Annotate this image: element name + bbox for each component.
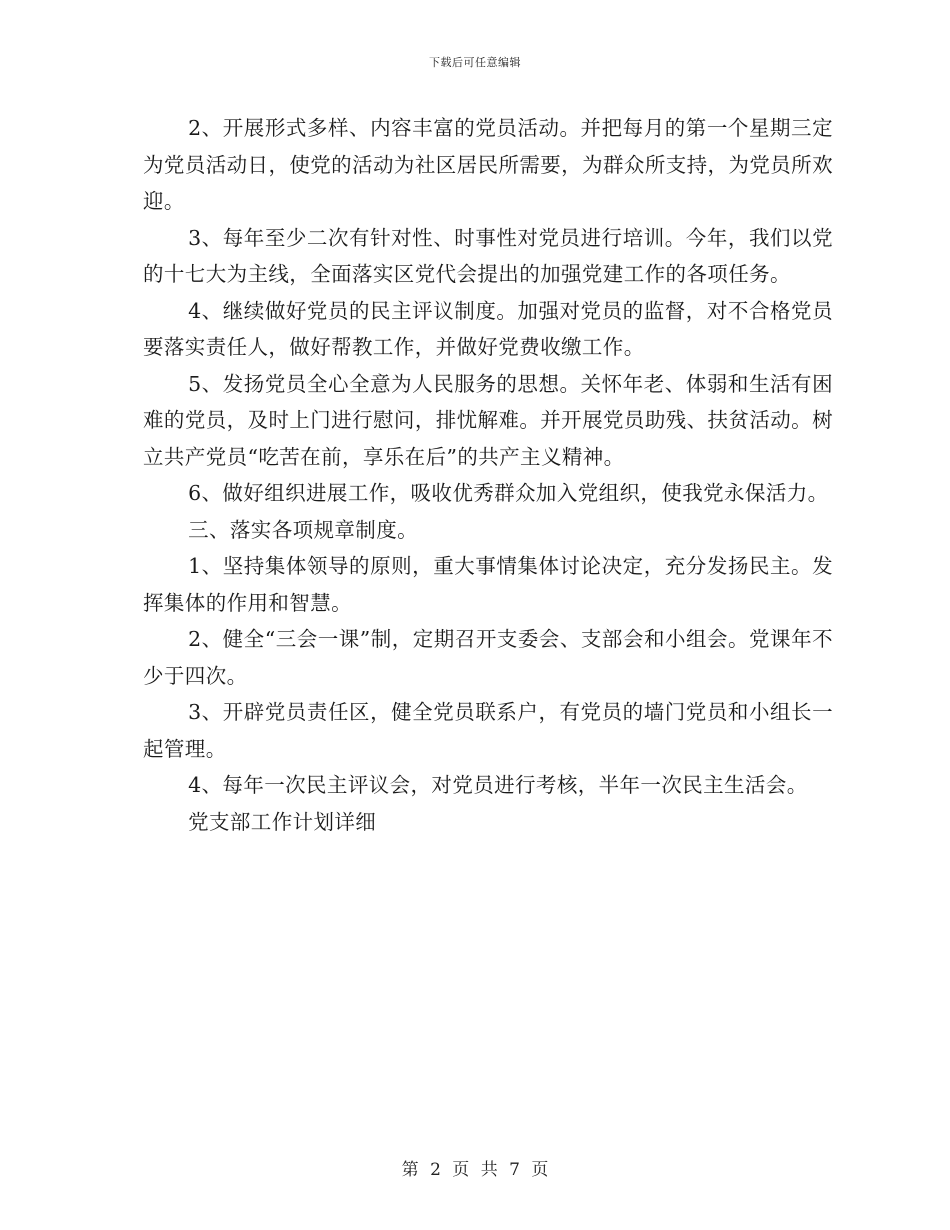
paragraph-item-3-training: 3、每年至少二次有针对性、时事性对党员进行培训。今年，我们以党的十七大为主线，全面落实区党代会提出的加强党建工作的各项任务。 [143, 225, 833, 286]
page-number-indicator: 第 2 页 共 7 页 [401, 1160, 549, 1180]
paragraph-item-4-evaluation: 4、继续做好党员的民主评议制度。加强对党员的监督，对不合格党员要落实责任人，做好帮教工作，并做好党费收缴工作。 [143, 298, 833, 359]
paragraph-rule-3-responsibility: 3、开辟党员责任区，健全党员联系户，有党员的墙门党员和小组长一起管理。 [143, 700, 833, 761]
paragraph-item-2-activities: 2、开展形式多样、内容丰富的党员活动。并把每月的第一个星期三定为党员活动日，使党的活动为社区居民所需要，为群众所支持，为党员所欢迎。 [143, 116, 833, 213]
paragraph-item-5-service: 5、发扬党员全心全意为人民服务的思想。关怀年老、体弱和生活有困难的党员，及时上门进行慰问，排忧解难。并开展党员助残、扶贫活动。树立共产党员“吃苦在前，享乐在后”的共产主义精神。 [143, 371, 833, 469]
paragraph-rule-4-review: 4、每年一次民主评议会，对党员进行考核，半年一次民主生活会。 [188, 773, 808, 797]
document-title-line: 党支部工作计划详细 [188, 809, 377, 834]
paragraph-rule-2-meetings: 2、健全“三会一课”制，定期召开支委会、支部会和小组会。党课年不少于四次。 [143, 627, 833, 688]
paragraph-rule-1-leadership: 1、坚持集体领导的原则，重大事情集体讨论决定，充分发扬民主。发挥集体的作用和智慧。 [143, 554, 833, 615]
section-heading-rules: 三、落实各项规章制度。 [188, 517, 418, 542]
page-header-note: 下载后可任意编辑 [429, 56, 521, 69]
document-body [143, 110, 833, 840]
paragraph-item-6-recruitment: 6、做好组织进展工作，吸收优秀群众加入党组织，使我党永保活力。 [188, 481, 829, 505]
